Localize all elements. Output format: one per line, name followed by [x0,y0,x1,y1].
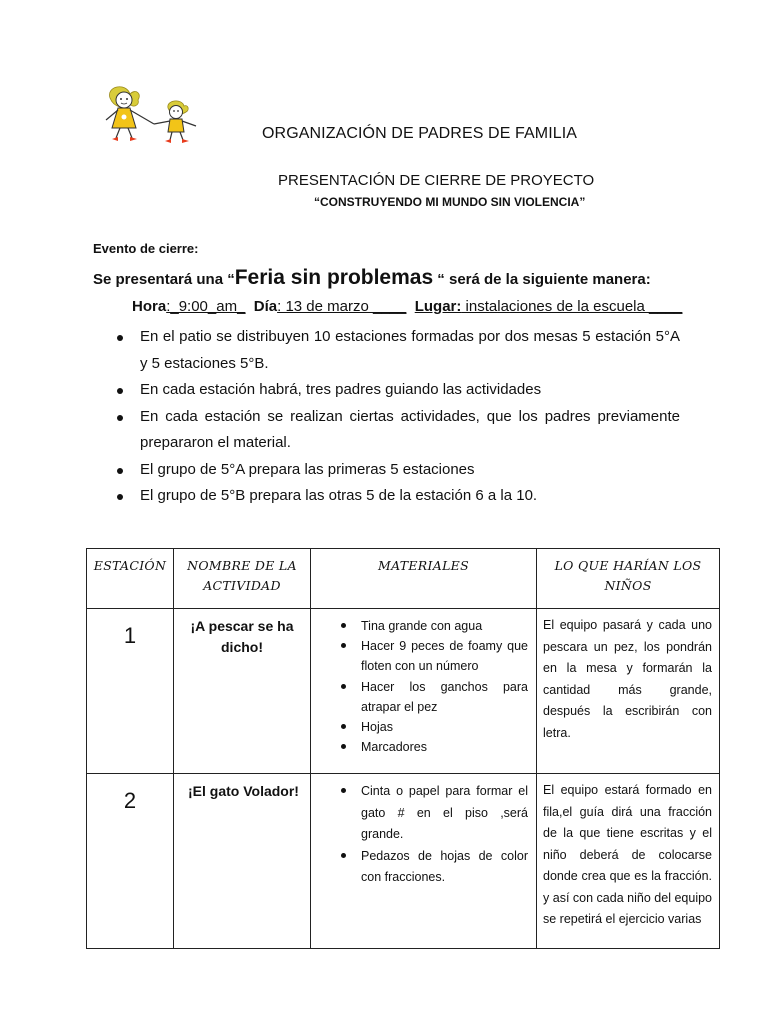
feria-name: Feria sin problemas [234,266,434,289]
event-label: Evento de cierre: [93,241,199,256]
hora-label: Hora [132,298,167,315]
two-children-holding-hands-icon [96,84,208,146]
event-bullet-list [115,324,680,510]
list-item: Hacer los ganchos para atrapar el pez [311,677,528,717]
intro-prefix: Se presentará una “ [93,271,235,288]
activity-name: ¡El gato Volador! [174,774,311,949]
station-number: 1 [87,609,174,774]
list-item: Hacer 9 peces de foamy que floten con un número [311,636,528,676]
intro-suffix: “ será de la siguiente manera: [433,271,651,288]
lugar-label: Lugar: [414,298,462,315]
materials-list [311,774,536,889]
table-row [87,609,720,774]
schedule-line [132,298,682,315]
project-title: “CONSTRUYENDO MI MUNDO SIN VIOLENCIA” [314,195,586,209]
list-item: Hojas [311,717,528,737]
presentation-title: PRESENTACIÓN DE CIERRE DE PROYECTO [278,172,595,189]
hora-value: :_9:00_am_ [166,298,246,315]
list-item: Marcadores [311,737,528,757]
list-item: El grupo de 5°A prepara las primeras 5 estaciones [115,457,680,484]
list-item: Pedazos de hojas de color con fracciones. [311,846,528,889]
event-intro [93,266,651,290]
list-item: Cinta o papel para formar el gato # en el piso ,será grande. [311,781,528,846]
activity-name: ¡A pescar se ha dicho! [174,609,311,774]
header-materiales: MATERIALES [311,549,537,609]
list-item: Tina grande con agua [311,616,528,636]
materials-cell [311,774,537,949]
dia-label: Día [253,298,278,315]
header-actividad: NOMBRE DE LA ACTIVIDAD [174,549,311,609]
organization-title: ORGANIZACIÓN DE PADRES DE FAMILIA [262,125,578,142]
kids-activity: El equipo pasará y cada uno pescara un pez, los pondrán en la mesa y formarán la cantidad más grande, después la escribirán con letra. [537,609,720,774]
materials-list [311,609,536,757]
table-header-row [87,549,720,609]
stations-table [86,548,720,949]
dia-value: : 13 de marzo ____ [277,298,407,315]
table-row [87,774,720,949]
station-number: 2 [87,774,174,949]
kids-activity: El equipo estará formado en fila,el guía dirá una fracción de la que tiene escritas y el niño deberá de colocarse donde crea que es la fracción. y así con cada niño del equipo se repetirá el ejercicio varias [537,774,720,949]
lugar-value: instalaciones de la escuela ____ [461,298,683,315]
list-item: En el patio se distribuyen 10 estaciones formadas por dos mesas 5 estación 5°A y 5 estaciones 5°B. [115,324,680,377]
list-item: En cada estación habrá, tres padres guiando las actividades [115,377,680,404]
list-item: En cada estación se realizan ciertas actividades, que los padres previamente prepararon el material. [115,404,680,457]
header-ninos: LO QUE HARÍAN LOS NIÑOS [537,549,720,609]
header-estacion: ESTACIÓN [87,549,174,609]
materials-cell [311,609,537,774]
list-item: El grupo de 5°B prepara las otras 5 de la estación 6 a la 10. [115,483,680,510]
